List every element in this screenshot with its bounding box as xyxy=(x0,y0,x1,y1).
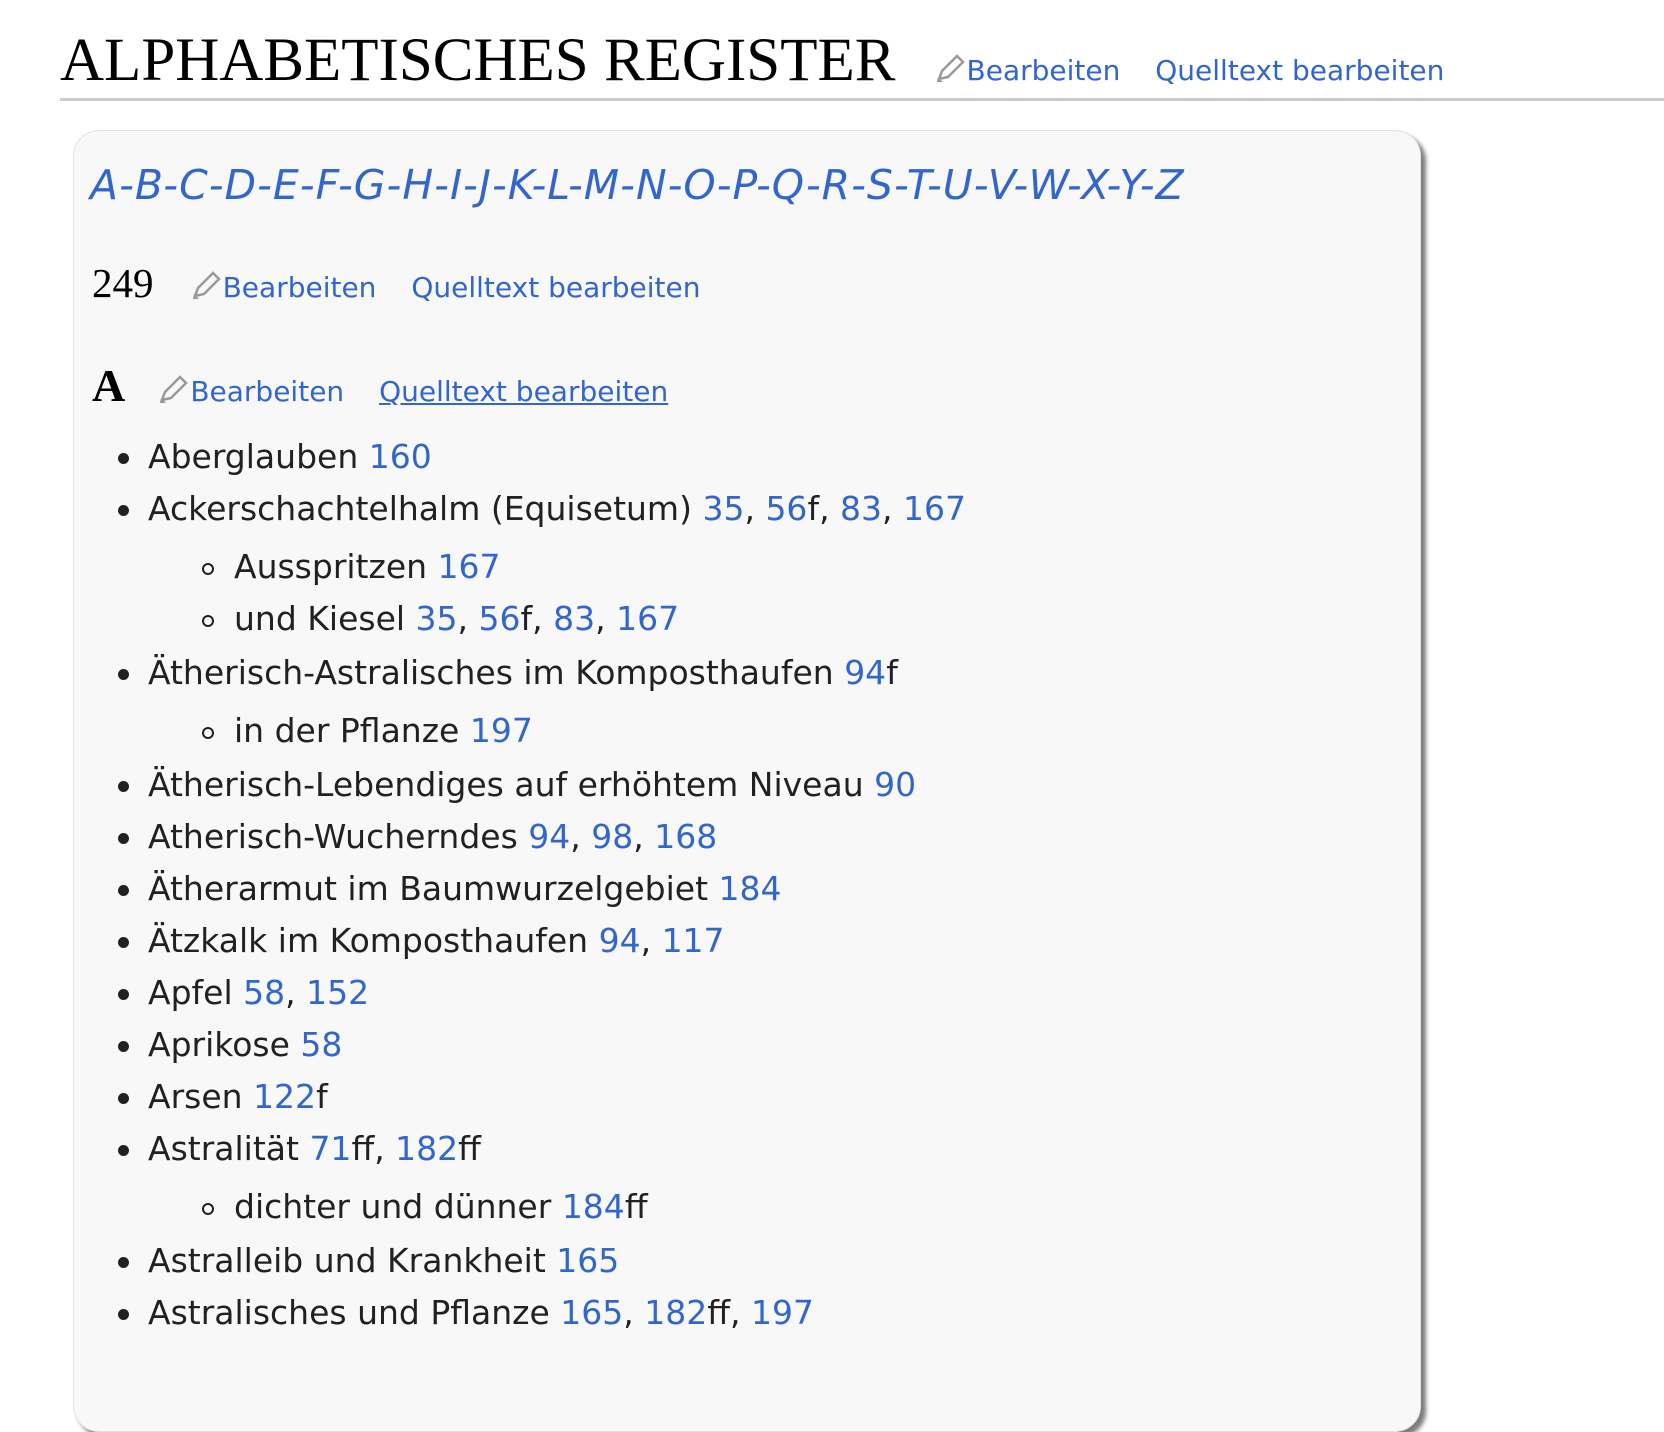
section-249-heading xyxy=(92,259,726,307)
alphabet-link-o[interactable]: O xyxy=(683,161,717,209)
page-ref-link[interactable]: 160 xyxy=(368,437,432,476)
alphabet-nav xyxy=(90,161,1185,209)
index-list xyxy=(114,431,966,1339)
alphabet-separator: - xyxy=(973,161,988,209)
alphabet-link-s[interactable]: S xyxy=(866,161,894,209)
source-edit-link[interactable]: Quelltext bearbeiten xyxy=(379,375,669,408)
alphabet-separator: - xyxy=(434,161,450,209)
page-ref-link[interactable]: 167 xyxy=(903,489,967,528)
index-entry xyxy=(114,1235,966,1287)
index-entry xyxy=(114,431,966,483)
edit-link[interactable] xyxy=(933,54,1130,87)
sub-entry-list xyxy=(148,1181,966,1233)
page-ref-link[interactable]: 35 xyxy=(702,489,745,528)
alphabet-separator: - xyxy=(1066,161,1082,209)
alphabet-separator: - xyxy=(1139,161,1156,209)
alphabet-separator: - xyxy=(851,161,867,209)
pencil-icon xyxy=(156,373,190,405)
sub-entry xyxy=(148,705,966,757)
alphabet-link-m[interactable]: M xyxy=(583,161,621,209)
entry-term: Astralleib und Krankheit xyxy=(148,1241,546,1280)
section-heading: A xyxy=(92,360,126,411)
pencil-icon xyxy=(933,52,967,84)
alphabet-separator: - xyxy=(386,161,403,209)
entry-term: und Kiesel xyxy=(234,599,406,638)
entry-term: Ätherisch-Lebendiges auf erhöhtem Niveau xyxy=(148,765,864,804)
entry-term: Ätherarmut im Baumwurzelgebiet xyxy=(148,869,709,908)
entry-term: Ackerschachtelhalm (Equisetum) xyxy=(148,489,692,528)
alphabet-link-j[interactable]: J xyxy=(478,161,492,209)
alphabet-link-z[interactable]: Z xyxy=(1155,161,1185,209)
page-ref-suffix: f xyxy=(520,599,533,638)
page-ref-link[interactable]: 122 xyxy=(253,1077,317,1116)
alphabet-link-p[interactable]: P xyxy=(732,161,756,209)
alphabet-link-f[interactable]: F xyxy=(315,161,338,209)
page-ref-suffix: f xyxy=(807,489,820,528)
edit-link-label: Bearbeiten xyxy=(966,54,1121,87)
alphabet-link-q[interactable]: Q xyxy=(771,161,806,209)
alphabet-separator: - xyxy=(491,161,508,209)
sub-entry xyxy=(148,541,966,593)
alphabet-separator: - xyxy=(1013,161,1029,209)
page-ref-suffix: ff xyxy=(624,1187,648,1226)
sub-entry-list xyxy=(148,541,966,645)
page-ref-link[interactable]: 56 xyxy=(765,489,808,528)
edit-link[interactable] xyxy=(156,375,353,408)
page-ref-suffix: f xyxy=(886,653,898,692)
alphabet-link-c[interactable]: C xyxy=(179,161,209,209)
page-ref-suffix: ff xyxy=(707,1293,731,1332)
alphabet-separator: - xyxy=(667,161,684,209)
index-entry: Atherisch-Wucherndes 94, 98, 168 xyxy=(114,811,966,863)
alphabet-separator: - xyxy=(1106,161,1120,209)
page-ref-link[interactable]: 58 xyxy=(300,1025,343,1064)
alphabet-link-x[interactable]: X xyxy=(1081,161,1107,209)
page-heading xyxy=(60,20,1664,101)
source-edit-link[interactable]: Quelltext bearbeiten xyxy=(1155,54,1445,87)
page-ref-link[interactable]: 58 xyxy=(243,973,286,1012)
sub-entry: und Kiesel 35, 56f, 83, 167 xyxy=(148,593,966,645)
page-ref-link[interactable]: 71 xyxy=(309,1129,352,1168)
alphabet-separator: - xyxy=(299,161,316,209)
edit-link[interactable] xyxy=(189,271,386,304)
entry-term: Apfel xyxy=(148,973,233,1012)
index-entry xyxy=(114,1019,966,1071)
page-ref-link[interactable]: 167 xyxy=(437,547,501,586)
entry-term: Atherisch-Wucherndes xyxy=(148,817,518,856)
section-a-heading xyxy=(92,359,694,412)
alphabet-separator: - xyxy=(716,161,733,209)
source-edit-link[interactable]: Quelltext bearbeiten xyxy=(411,271,701,304)
register-panel xyxy=(73,130,1421,1432)
alphabet-separator: - xyxy=(119,161,135,209)
alphabet-link-u[interactable]: U xyxy=(942,161,974,209)
alphabet-link-l[interactable]: L xyxy=(547,161,568,209)
alphabet-separator: - xyxy=(620,161,636,209)
alphabet-link-r[interactable]: R xyxy=(821,161,852,209)
page-ref-link[interactable]: 197 xyxy=(469,711,533,750)
entry-term: Arsen xyxy=(148,1077,243,1116)
index-entry: Astralisches und Pflanze 165, 182ff, 197 xyxy=(114,1287,966,1339)
alphabet-separator: - xyxy=(163,161,180,209)
entry-term: Ausspritzen xyxy=(234,547,428,586)
entry-term: Astralisches und Pflanze xyxy=(148,1293,550,1332)
page-ref-link[interactable]: 165 xyxy=(556,1241,620,1280)
alphabet-separator: - xyxy=(926,161,943,209)
page-ref-link[interactable]: 35 xyxy=(415,599,458,638)
index-entry xyxy=(114,759,966,811)
page-ref-link[interactable]: 152 xyxy=(306,973,370,1012)
alphabet-link-i[interactable]: I xyxy=(449,161,464,209)
sub-entry xyxy=(148,1181,966,1233)
page-ref-link[interactable]: 83 xyxy=(840,489,883,528)
page-ref-link[interactable]: 182 xyxy=(395,1129,459,1168)
page-ref-link[interactable]: 94 xyxy=(528,817,571,856)
page-ref-link[interactable]: 94 xyxy=(598,921,641,960)
page-ref-link[interactable]: 117 xyxy=(661,921,725,960)
entry-term: dichter und dünner xyxy=(234,1187,552,1226)
alphabet-separator: - xyxy=(463,161,479,209)
edit-link-label: Bearbeiten xyxy=(190,375,345,408)
alphabet-link-e[interactable]: E xyxy=(272,161,300,209)
page-ref-link[interactable]: 167 xyxy=(616,599,680,638)
alphabet-separator: - xyxy=(805,161,822,209)
pencil-icon xyxy=(189,269,223,301)
page-ref-suffix: ff xyxy=(351,1129,375,1168)
section-heading: 249 xyxy=(92,260,154,306)
alphabet-link-g[interactable]: G xyxy=(353,161,387,209)
alphabet-link-k[interactable]: K xyxy=(507,161,532,209)
alphabet-separator: - xyxy=(567,161,584,209)
page-ref-link[interactable]: 98 xyxy=(591,817,634,856)
alphabet-link-d[interactable]: D xyxy=(224,161,258,209)
alphabet-link-a[interactable]: A xyxy=(90,161,120,209)
alphabet-link-n[interactable]: N xyxy=(635,161,668,209)
entry-term: Aprikose xyxy=(148,1025,290,1064)
entry-term: Astralität xyxy=(148,1129,299,1168)
page-ref-link[interactable]: 182 xyxy=(644,1293,708,1332)
alphabet-separator: - xyxy=(531,161,548,209)
section-edit-links xyxy=(189,269,727,304)
alphabet-link-t[interactable]: T xyxy=(906,161,927,209)
index-entry: Ackerschachtelhalm (Equisetum) 35, 56f, 83, 167 Ausspritzen 167 und Kiesel 35, 56f, 83, 167 xyxy=(114,483,966,645)
entry-term: Aberglauben xyxy=(148,437,359,476)
page-ref-link[interactable]: 165 xyxy=(560,1293,624,1332)
sub-entry-list xyxy=(148,705,966,757)
alphabet-separator: - xyxy=(755,161,772,209)
entry-term: Ätzkalk im Komposthaufen xyxy=(148,921,589,960)
index-entry xyxy=(114,863,966,915)
page-ref-link[interactable]: 83 xyxy=(553,599,596,638)
page-ref-link[interactable]: 56 xyxy=(478,599,521,638)
index-entry xyxy=(114,1071,966,1123)
index-entry: Apfel 58, 152 xyxy=(114,967,966,1019)
entry-term: in der Pflanze xyxy=(234,711,460,750)
alphabet-link-w[interactable]: W xyxy=(1028,161,1067,209)
alphabet-link-b[interactable]: B xyxy=(134,161,164,209)
index-entry: Astralität 71ff, 182ff dichter und dünner 184ff xyxy=(114,1123,966,1233)
index-entry xyxy=(114,647,966,757)
alphabet-separator: - xyxy=(257,161,273,209)
entry-term: Ätherisch-Astralisches im Komposthaufen xyxy=(148,653,834,692)
page-ref-link[interactable]: 168 xyxy=(654,817,718,856)
page-ref-link[interactable]: 94 xyxy=(844,653,887,692)
alphabet-link-y[interactable]: Y xyxy=(1119,161,1140,209)
alphabet-link-v[interactable]: V xyxy=(987,161,1014,209)
alphabet-separator: - xyxy=(337,161,354,209)
page-ref-link[interactable]: 90 xyxy=(874,765,917,804)
page-title: ALPHABETISCHES REGISTER xyxy=(60,27,896,94)
alphabet-separator: - xyxy=(208,161,225,209)
alphabet-separator: - xyxy=(893,161,907,209)
index-entry: Ätzkalk im Komposthaufen 94, 117 xyxy=(114,915,966,967)
section-edit-links xyxy=(156,373,694,408)
page-ref-link[interactable]: 184 xyxy=(718,869,782,908)
page-ref-link[interactable]: 197 xyxy=(751,1293,815,1332)
page-ref-suffix: ff xyxy=(458,1129,481,1168)
page-ref-suffix: f xyxy=(316,1077,328,1116)
page-ref-link[interactable]: 184 xyxy=(561,1187,625,1226)
heading-edit-links xyxy=(933,20,1471,87)
alphabet-link-h[interactable]: H xyxy=(402,161,435,209)
edit-link-label: Bearbeiten xyxy=(222,271,377,304)
